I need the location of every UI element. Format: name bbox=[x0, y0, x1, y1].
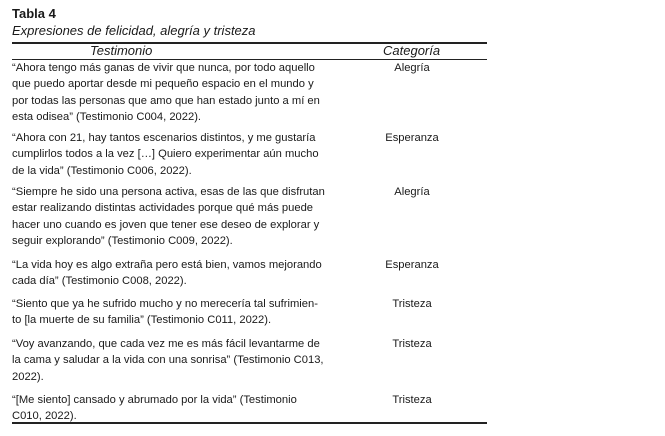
category-label: Esperanza bbox=[385, 259, 439, 271]
testimony-text: “[Me siento] cansado y abrumado por la vida” (Testimonio C010, 2022). bbox=[12, 394, 297, 423]
testimony-text: “Siempre he sido una persona activa, esas de las que disfrutan estar realizando distintas actividades porque qué más puede hacer uno cuando es joven que tener ese deseo de explorar y seguir explorando” (Testimonio C009, 2022). bbox=[12, 186, 325, 248]
category-label: Tristeza bbox=[392, 394, 432, 406]
testimony-text: “Voy avanzando, que cada vez me es más fácil levantarme de la cama y saludar a la vida con una sonrisa” (Testimonio C013, 2022). bbox=[12, 338, 324, 383]
category-label: Tristeza bbox=[392, 338, 432, 350]
testimony-text: “La vida hoy es algo extraña pero está bien, vamos mejorando cada día” (Testimonio C008, 2022). bbox=[12, 259, 322, 288]
testimony-text: “Siento que ya he sufrido mucho y no merecería tal sufrimien- to [la muerte de su familia” (Testimonio C011, 2022). bbox=[12, 298, 318, 327]
table-number: Tabla 4 bbox=[12, 6, 56, 21]
table-title: Expresiones de felicidad, alegría y tristeza bbox=[12, 23, 256, 38]
category-label: Alegría bbox=[394, 62, 430, 74]
header-testimony: Testimonio bbox=[90, 43, 153, 58]
category-label: Alegría bbox=[394, 186, 430, 198]
testimony-text: “Ahora tengo más ganas de vivir que nunca, por todo aquello que puedo aportar desde mi pequeño espacio en el mundo y por todas las personas que amo que han estado junto a mí en esta odisea” (Testimonio C004, 2022). bbox=[12, 62, 320, 124]
testimony-text: “Ahora con 21, hay tantos escenarios distintos, y me gustaría cumplirlos todos a la vez […] Quiero experimentar aún mucho de la vida” (Testimonio C006, 2022). bbox=[12, 132, 319, 177]
category-label: Esperanza bbox=[385, 132, 439, 144]
header-category: Categoría bbox=[383, 43, 441, 58]
table-bottom-rule bbox=[12, 422, 487, 424]
category-label: Tristeza bbox=[392, 298, 432, 310]
